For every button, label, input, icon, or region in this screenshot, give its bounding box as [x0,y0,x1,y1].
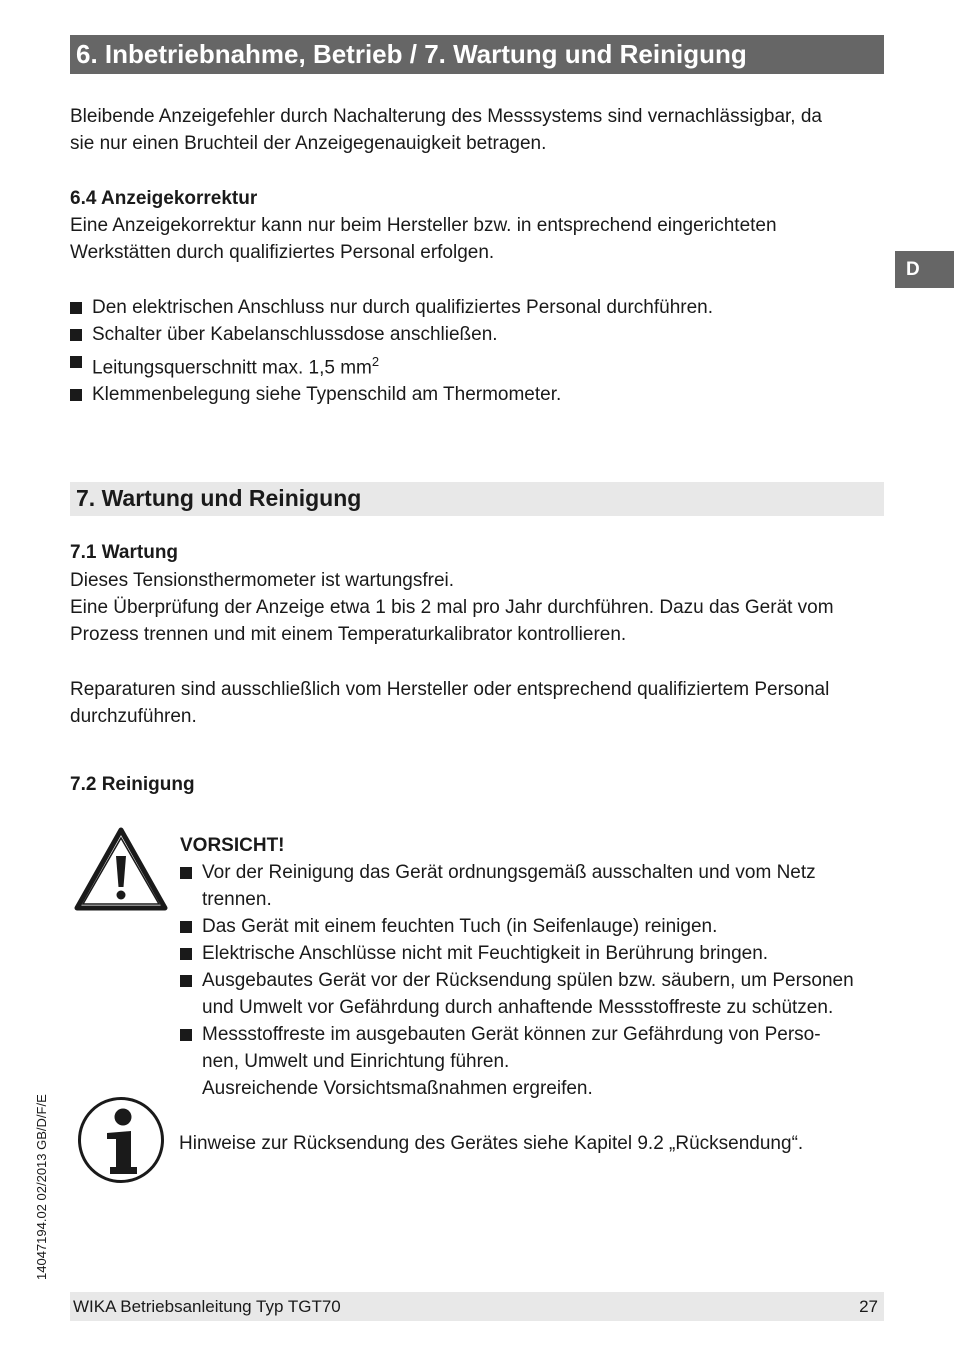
section-7-heading: 7. Wartung und Reinigung [70,482,884,516]
list-item [70,294,713,321]
bullet-square-icon [180,867,192,879]
list-item-text: Vor der Reinigung das Gerät ordnungsgemäß ausschalten und vom Netz [202,862,816,883]
list-item [70,348,713,381]
list-item-text: und Umwelt vor Gefährdung durch anhaftende Messstoffreste zu schützen. [202,997,834,1018]
intro-paragraph [70,103,822,157]
page-header-title: 6. Inbetriebnahme, Betrieb / 7. Wartung und Reinigung [70,35,884,74]
list-item-text: trennen. [202,889,272,910]
footer-title: WIKA Betriebsanleitung Typ TGT70 [73,1297,341,1316]
section-7-1-paragraph [70,567,834,648]
section-7-1-heading: 7.1 Wartung [70,542,179,563]
bullet-square-icon [180,921,192,933]
list-item-text: Ausgebautes Gerät vor der Rücksendung spülen bzw. säubern, um Personen [202,970,854,991]
list-item-text: Elektrische Anschlüsse nicht mit Feuchtigkeit in Berührung bringen. [202,943,769,964]
section-6-4-heading: 6.4 Anzeigekorrektur [70,188,258,209]
bullet-square-icon [180,948,192,960]
section-6-4-paragraph [70,212,777,266]
list-item-text: Klemmenbelegung siehe Typenschild am Thermometer. [92,384,562,406]
list-item [180,967,890,1021]
list-item-text: Ausreichende Vorsichtsmaßnahmen ergreifen. [202,1078,593,1099]
page-footer [70,1292,884,1321]
paragraph-line: Prozess trennen und mit einem Temperaturkalibrator kontrollieren. [70,624,627,645]
paragraph-line: Eine Anzeigekorrektur kann nur beim Hersteller bzw. in entsprechend eingerichteten [70,215,777,236]
cleaning-bullet-list [180,859,890,1102]
paragraph-line: Eine Überprüfung der Anzeige etwa 1 bis 2 mal pro Jahr durchführen. Dazu das Gerät vom [70,597,834,618]
language-tab: D [895,251,954,288]
caution-label: VORSICHT! [180,835,285,856]
section-6-4-bullet-list [70,294,713,408]
list-item [70,321,713,348]
document-code-text: 14047194.02 02/2013 GB/D/F/E [34,1094,49,1280]
list-item [180,859,890,913]
paragraph-line: Dieses Tensionsthermometer ist wartungsfrei. [70,570,455,591]
list-item-text: Das Gerät mit einem feuchten Tuch (in Seifenlauge) reinigen. [202,916,718,937]
document-code [26,1080,56,1280]
bullet-square-icon [70,356,82,368]
bullet-square-icon [70,389,82,401]
page-number: 27 [859,1297,878,1316]
list-item-text: Den elektrischen Anschluss nur durch qualifiziertes Personal durchführen. [92,297,713,318]
bullet-square-icon [70,302,82,314]
superscript: 2 [371,354,380,369]
section-7-2-heading: 7.2 Reinigung [70,774,195,795]
list-item-text: nen, Umwelt und Einrichtung führen. [202,1051,510,1072]
info-circle-icon [77,1096,165,1184]
list-item-text: Messstoffreste im ausgebauten Gerät können zur Gefährdung von Perso- [202,1024,821,1045]
intro-line: Bleibende Anzeigefehler durch Nachalterung des Messsystems sind vernachlässigbar, da [70,106,822,127]
warning-triangle-icon [74,826,168,912]
bullet-square-icon [70,329,82,341]
list-item [180,1021,890,1102]
paragraph-line: Reparaturen sind ausschließlich vom Hersteller oder entsprechend qualifiziertem Personal [70,679,830,700]
list-item [180,913,890,940]
paragraph-line: durchzuführen. [70,706,197,727]
return-shipment-note: Hinweise zur Rücksendung des Gerätes siehe Kapitel 9.2 „Rücksendung“. [179,1133,804,1154]
list-item-text: Leitungsquerschnitt max. 1,5 mm [92,357,372,379]
bullet-square-icon [180,1029,192,1041]
paragraph-line: Werkstätten durch qualifiziertes Personal erfolgen. [70,242,495,263]
list-item [70,381,713,408]
list-item-text: Schalter über Kabelanschlussdose anschließen. [92,324,498,345]
bullet-square-icon [180,975,192,987]
list-item [180,940,890,967]
section-7-1-repair-paragraph [70,676,829,730]
intro-line: sie nur einen Bruchteil der Anzeigegenauigkeit betragen. [70,133,547,154]
